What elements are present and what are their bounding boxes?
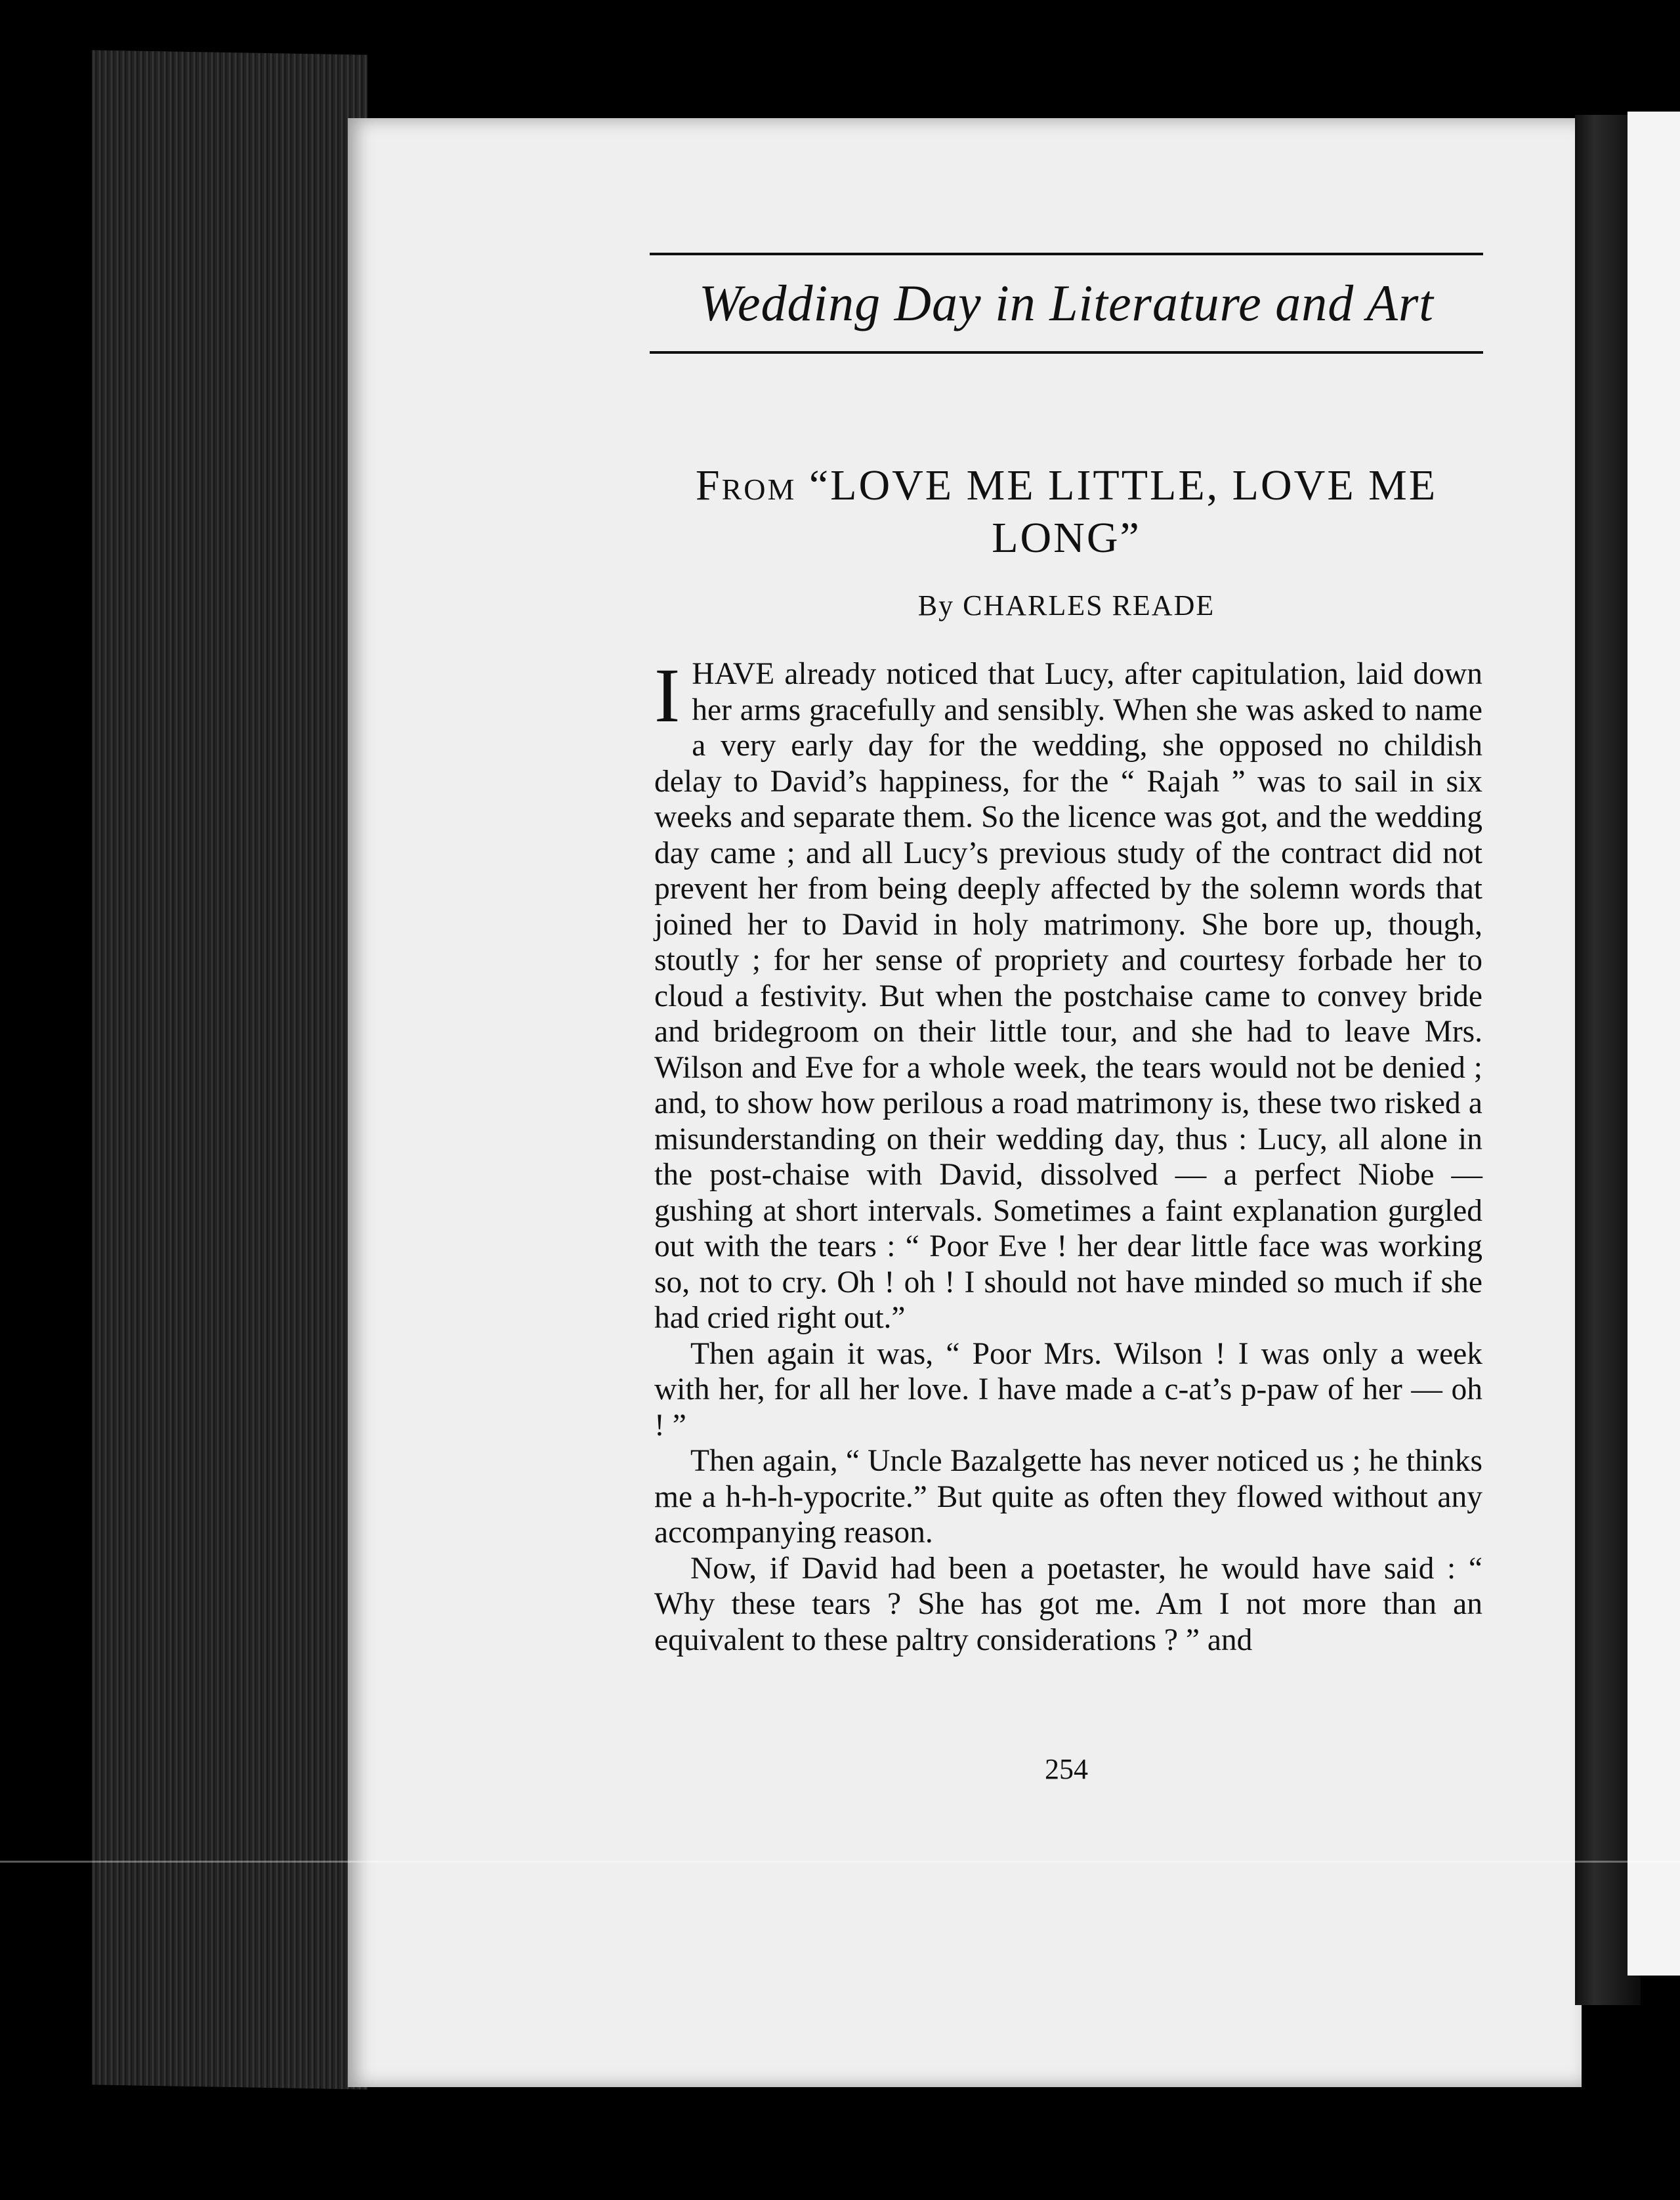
paragraph-1-text: HAVE already noticed that Lucy, after capitulation, laid down her arms gracefully and sensibly. When she was asked to name a very early day for the wedding, she opposed no childish delay to David’s happiness, for the “ Rajah ” was to sail in six weeks and separate them. So the licence was got, and the wedding day came ; and all Lucy’s previous study of the contract did not prevent her from being deeply affected by the solemn words that joined her to David in holy matrimony. She bore up, though, stoutly ; for her sense of propriety and courtesy forbade her to cloud a festivity. But when the postchaise came to convey bride and bridegroom on their little tour, and she had to leave Mrs. Wilson and Eve for a whole week, the tears would not be denied ; and, to show how perilous a road matrimony is, these two risked a misunderstanding on their wedding day, thus : Lucy, all alone in the post-chaise with David, dissolved — a perfect Niobe — gushing at short intervals. Sometimes a faint explanation gurgled out with the tears : “ Poor Eve ! her dear little face was working so, not to cry. Oh ! oh ! I should not have minded so much if she had cried right out.” [654, 657, 1482, 1335]
byline: By CHARLES READE [917, 589, 1215, 622]
book-page-edges [92, 50, 368, 2089]
paragraph-2: Then again it was, “ Poor Mrs. Wilson ! I was only a week with her, for all her love. I have made a c-at’s p-paw of her — oh ! ” [654, 1336, 1482, 1443]
paragraph-1 [654, 652, 1482, 1336]
running-head-text: Wedding Day in Literature and Art [699, 274, 1434, 331]
body-text [654, 652, 1482, 1658]
page-number: 254 [1045, 1753, 1088, 1785]
title-from: From [695, 461, 797, 509]
chapter-title [650, 459, 1483, 564]
paragraph-4: Now, if David had been a poetaster, he would have said : “ Why these tears ? She has got me. Am I not more than an equivalent to these paltry considerations ? ” and [654, 1551, 1482, 1657]
facing-page-edge [1628, 112, 1680, 1976]
running-head [650, 253, 1483, 354]
paragraph-3: Then again, “ Uncle Bazalgette has never noticed us ; he thinks me a h-h-h-ypocrite.” But quite as often they flowed without any accompanying reason. [654, 1444, 1482, 1550]
scan-artifact-line [0, 1861, 1680, 1863]
drop-cap: I [654, 652, 681, 738]
title-work: “LOVE ME LITTLE, LOVE ME LONG” [808, 461, 1438, 562]
